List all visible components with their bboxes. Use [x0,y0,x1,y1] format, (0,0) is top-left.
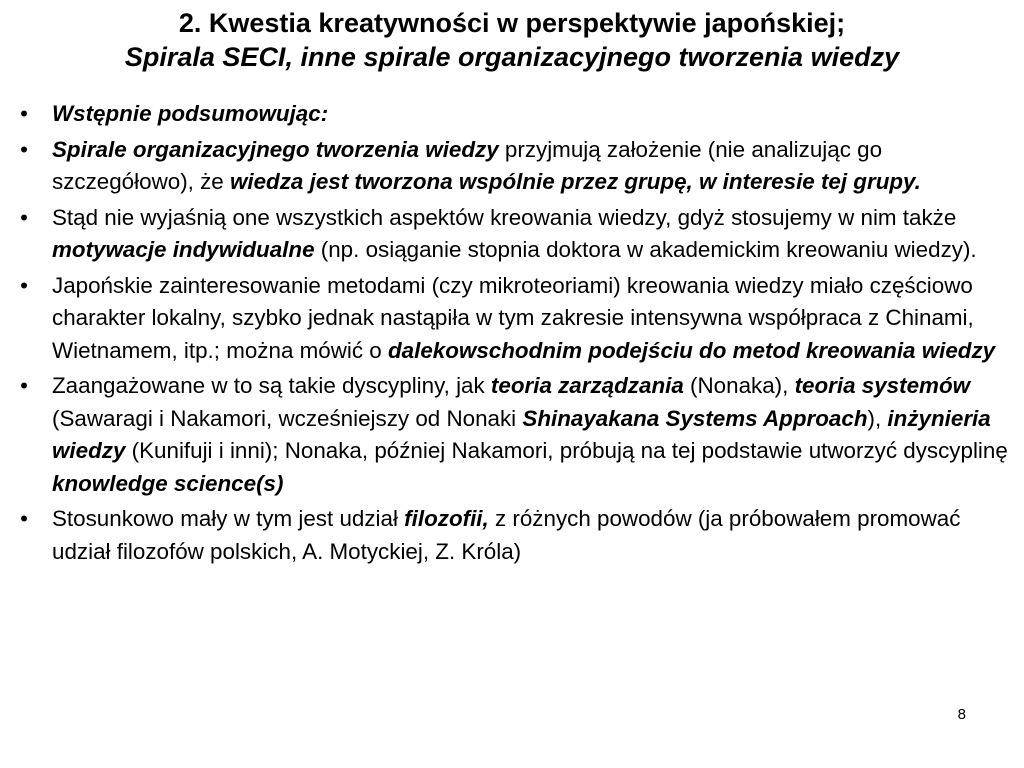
bullet-5-text-4: ), [867,405,888,431]
bullet-5-text-2: (Nonaka), [683,373,795,398]
bullet-5-text-1: Zaangażowane w to są takie dyscypliny, jak [52,373,491,398]
bullet-3-text-1: Stąd nie wyjaśnią one wszystkich aspektów kreowania wiedzy, gdyż stosujemy w nim także [52,204,957,230]
bullet-3-emphasis-1: motywacje indywidualne [52,237,315,262]
bullet-list [14,98,1009,571]
title-line-1: 2. Kwestia kreatywności w perspektywie japońskiej; [178,8,846,38]
bullet-5-emphasis-4: inżynieria wiedzy [52,405,991,463]
slide-title [0,6,1024,74]
bullet-3-text-2: (np. osiąganie stopnia doktora w akademickim kreowaniu wiedzy). [314,237,977,262]
bullet-5-emphasis-5: knowledge science(s) [52,470,284,496]
bullet-5-text-5: (Kunifuji i inni); Nonaka, później Nakamori, próbują na tej podstawie utworzyć dyscyplinę [125,438,1008,463]
bullet-6-text-1: Stosunkowo mały w tym jest udział [52,506,405,531]
bullet-icon: • [20,204,28,230]
bullet-4-text-1: Japońskie zainteresowanie metodami (czy mikroteoriami) kreowania wiedzy miało częściowo charakter lokalny, szybko jednak nastąpiła w tym zakresie intensywna współpraca z Chinami, Wietnamem, itp.; można mówić o [52,272,974,363]
bullet-2-emphasis-2: wiedza jest tworzona wspólnie przez grupę, w interesie tej grupy. [229,169,921,194]
bullet-icon: • [20,136,28,162]
bullet-icon: • [20,272,28,298]
bullet-item-5 [14,370,1009,500]
bullet-5-text-3: (Sawaragi i Nakamori, wcześniejszy od Nonaki [52,405,523,431]
bullet-item-1 [14,98,1009,131]
bullet-item-4 [14,270,1009,368]
bullet-2-text-1: przyjmują założenie (nie analizując go szczegółowo), że [52,136,883,194]
bullet-1-heading: Wstępnie podsumowując: [52,101,329,126]
bullet-5-emphasis-3: Shinayakana Systems Approach [522,405,868,431]
bullet-6-emphasis-1: filozofii, [404,506,489,531]
bullet-icon: • [20,506,28,531]
bullet-item-6 [14,503,1009,568]
title-line-2: Spirala SECI, inne spirale organizacyjnego tworzenia wiedzy [124,42,900,72]
bullet-4-emphasis-1: dalekowschodnim podejściu do metod kreowania wiedzy [387,337,996,363]
bullet-icon: • [20,101,28,126]
bullet-6-text-2: z różnych powodów (ja próbowałem promować udział filozofów polskich, A. Motyckiej, Z. Króla) [52,506,961,564]
bullet-5-emphasis-1: teoria zarządzania [490,373,684,398]
bullet-icon: • [20,373,28,398]
page-number: 8 [957,706,966,723]
bullet-5-emphasis-2: teoria systemów [794,373,971,398]
bullet-item-3 [14,202,1009,267]
bullet-item-2 [14,134,1009,199]
bullet-2-emphasis-1: Spirale organizacyjnego tworzenia wiedzy [52,136,499,162]
